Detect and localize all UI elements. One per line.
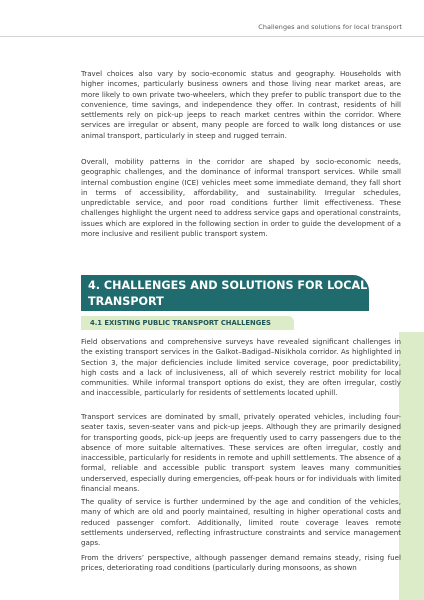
body-paragraph: Travel choices also vary by socio-economic status and geography. Households with higher incomes, particularly business owners and those living near market areas, are more likely to own private two-wheelers, which they prefer to public transport due to the convenience, time savings, and independence they offer. In contrast, residents of hill settlements rely on pick-up jeeps to reach market centres within the corridor. Where services are irregular or absent, many people are forced to walk long distances or use animal transport, particularly in steep and rugged terrain. bbox=[81, 69, 401, 140]
section-heading: 4. CHALLENGES AND SOLUTIONS FOR LOCAL TRANSPORT bbox=[81, 275, 369, 311]
body-paragraph: From the drivers’ perspective, although passenger demand remains steady, rising fuel prices, deteriorating road conditions (particularly during monsoons, as shown bbox=[81, 553, 401, 573]
body-paragraph: Transport services are dominated by small, privately operated vehicles, including four-seater taxis, seven-seater vans and pick-up jeeps. Although they are primarily designed for transporting goods, pick-up jeeps are frequently used to carry passengers due to the absence of more suitable alternatives. These services are often irregular, costly and inaccessible, particularly for residents in remote and uphill settlements. The absence of a formal, reliable and accessible public transport system leaves many communities underserved, especially during emergencies, off-peak hours or for individuals with limited financial means. bbox=[81, 412, 401, 493]
subsection-heading: 4.1 EXISTING PUBLIC TRANSPORT CHALLENGES bbox=[81, 316, 294, 330]
header-divider bbox=[0, 36, 424, 37]
running-header: Challenges and solutions for local transport bbox=[258, 23, 402, 31]
body-paragraph: Field observations and comprehensive surveys have revealed significant challenges in the existing transport services in the Galkot–Badigad–Nisikhola corridor. As highlighted in Section 3, the major deficiencies include limited service coverage, poor predictability, high costs and a lack of inclusiveness, all of which severely restrict mobility for local communities. While informal transport options do exist, they are often irregular, costly and inaccessible, particularly for residents of settlements located uphill. bbox=[81, 337, 401, 398]
body-paragraph: Overall, mobility patterns in the corridor are shaped by socio-economic needs, geographic challenges, and the dominance of informal transport services. While small internal combustion engine (ICE) vehicles meet some immediate demand, they fall short in terms of accessibility, affordability, and sustainability. Irregular schedules, unpredictable service, and poor road conditions further limit effectiveness. These challenges highlight the urgent need to address service gaps and operational constraints, issues which are explored in the following section in order to guide the development of a more inclusive and resilient public transport system. bbox=[81, 157, 401, 238]
body-paragraph: The quality of service is further undermined by the age and condition of the vehicles, many of which are old and poorly maintained, resulting in higher operational costs and reduced passenger comfort. Additionally, limited route coverage leaves remote settlements underserved, reflecting infrastructure constraints and service management gaps. bbox=[81, 497, 401, 547]
side-tab bbox=[399, 332, 424, 600]
